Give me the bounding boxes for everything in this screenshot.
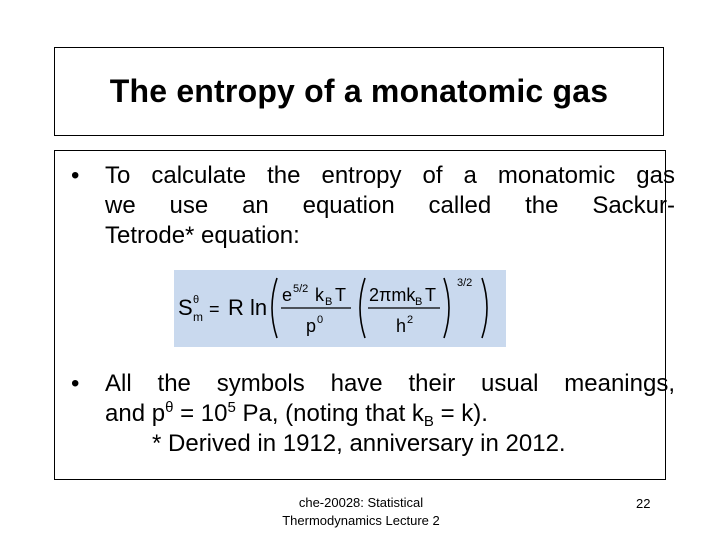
eq-p-sup: 0 xyxy=(317,314,324,326)
bullet-1-line-1: To calculate the entropy of a monatomic gas xyxy=(105,162,675,189)
eq-2pimk: 2πmk xyxy=(369,285,416,305)
eq-p: p xyxy=(306,316,317,336)
bullet-1-text xyxy=(105,161,675,251)
footer-line-2: Thermodynamics Lecture 2 xyxy=(282,513,440,528)
eq-k2-sub: B xyxy=(415,296,423,308)
bullet-icon: • xyxy=(71,370,80,397)
eq-theta: θ xyxy=(193,294,200,306)
sackur-tetrode-equation xyxy=(174,270,506,347)
eq-e: e xyxy=(282,285,293,305)
eq-T2: T xyxy=(425,285,436,305)
eq-equals: = xyxy=(209,299,220,319)
eq-k-sub: B xyxy=(325,296,333,308)
eq-h: h xyxy=(396,316,407,336)
left-paren-icon xyxy=(272,278,277,338)
bullet-2-line-1: All the symbols have their usual meanings, xyxy=(105,370,675,397)
bullet-1-line-2: we use an equation called the Sackur- xyxy=(105,192,675,219)
text-run: Pa, (noting that k xyxy=(235,400,424,427)
eq-sub-m: m xyxy=(193,310,203,324)
title-box xyxy=(54,47,664,136)
inner-left-paren-icon xyxy=(360,278,365,338)
eq-outer-exp: 3/2 xyxy=(457,277,473,289)
text-run: = k). xyxy=(433,400,488,427)
boltzmann-subscript: B xyxy=(423,413,434,430)
footer xyxy=(266,494,456,530)
footer-line-1: che-20028: Statistical xyxy=(298,495,424,510)
eq-h-sup: 2 xyxy=(407,314,414,326)
equation-svg xyxy=(174,270,506,347)
theta-superscript: θ xyxy=(165,399,174,416)
bullet-1-line-3: Tetrode* equation: xyxy=(105,222,300,249)
exponent-superscript: 5 xyxy=(227,399,236,416)
bullet-icon: • xyxy=(71,162,80,189)
eq-k: k xyxy=(315,285,324,305)
page-number: 22 xyxy=(636,496,651,511)
eq-e-exp: 5/2 xyxy=(293,283,309,295)
footnote: * Derived in 1912, anniversary in 2012. xyxy=(152,430,566,457)
text-run: = 10 xyxy=(173,400,228,427)
bullet-2-line-2 xyxy=(105,399,675,429)
eq-S: S xyxy=(178,295,193,320)
slide-title: The entropy of a monatomic gas xyxy=(109,73,609,109)
bullet-2-text xyxy=(105,369,675,459)
right-paren-icon xyxy=(482,278,487,338)
eq-T: T xyxy=(335,285,346,305)
inner-right-paren-icon xyxy=(444,278,449,338)
text-run: and p xyxy=(105,400,166,427)
eq-R-ln: R ln xyxy=(228,295,268,320)
